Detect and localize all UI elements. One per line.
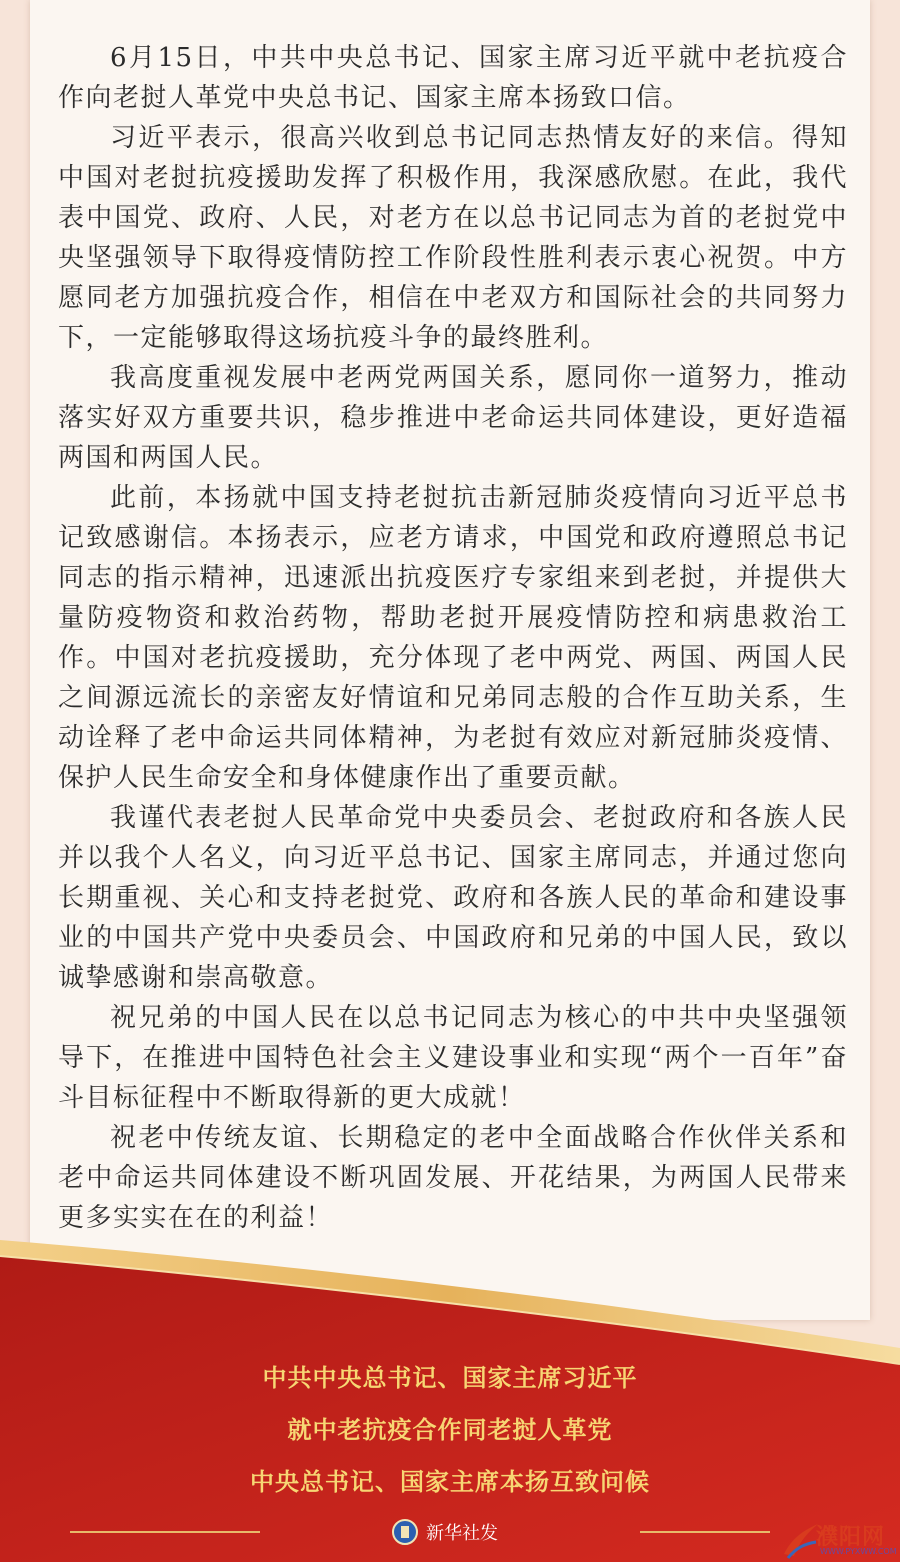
site-watermark xyxy=(780,1518,896,1560)
letter-paragraph: 我高度重视发展中老两党两国关系，愿同你一道努力，推动落实好双方重要共识，稳步推进中老命运共同体建设，更好造福两国和两国人民。 xyxy=(58,363,848,473)
letter-paragraph: 我谨代表老挝人民革命党中央委员会、老挝政府和各族人民并以我个人名义，向习近平总书记、国家主席同志，并通过您向长期重视、关心和支持老挝党、政府和各族人民的革命和建设事业的中国共产党中央委员会、中国政府和兄弟的中国人民，致以诚挚感谢和崇高敬意。 xyxy=(58,803,848,993)
headline-line: 就中老抗疫合作同老挝人革党 xyxy=(287,1416,613,1444)
letter-paragraph: 6月15日，中共中央总书记、国家主席习近平就中老抗疫合作向老挝人革党中央总书记、国家主席本扬致口信。 xyxy=(58,43,848,113)
footer-divider-left xyxy=(70,1531,260,1533)
letter-paragraph: 祝兄弟的中国人民在以总书记同志为核心的中共中央坚强领导下，在推进中国特色社会主义建设事业和实现“两个一百年”奋斗目标征程中不断取得新的更大成就！ xyxy=(58,1003,848,1113)
letter-paragraph: 此前，本扬就中国支持老挝抗击新冠肺炎疫情向习近平总书记致感谢信。本扬表示，应老方请求，中国党和政府遵照总书记同志的指示精神，迅速派出抗疫医疗专家组来到老挝，并提供大量防疫物资和救治药物，帮助老挝开展疫情防控和病患救治工作。中国对老抗疫援助，充分体现了老中两党、两国、两国人民之间源远流长的亲密友好情谊和兄弟同志般的合作互助关系，生动诠释了老中命运共同体精神，为老挝有效应对新冠肺炎疫情、保护人民生命安全和身体健康作出了重要贡献。 xyxy=(58,483,848,793)
headline-line: 中共中央总书记、国家主席习近平 xyxy=(262,1364,638,1392)
watermark-url: WWW.PYXWW.COM xyxy=(820,1547,897,1556)
letter-body xyxy=(58,38,848,1238)
banner-headline xyxy=(0,1352,900,1508)
agency-name: 新华社发 xyxy=(426,1523,498,1544)
headline-line: 中央总书记、国家主席本扬互致问候 xyxy=(250,1468,650,1496)
watermark-name: 濮阳网 xyxy=(816,1525,886,1550)
xinhua-logo-icon xyxy=(392,1519,418,1545)
agency-credit xyxy=(392,1516,498,1548)
watermark-swoosh-icon xyxy=(780,1518,820,1560)
letter-paragraph: 祝老中传统友谊、长期稳定的老中全面战略合作伙伴关系和老中命运共同体建设不断巩固发展、开花结果，为两国人民带来更多实实在在的利益！ xyxy=(58,1123,848,1233)
footer-divider-right xyxy=(640,1531,770,1533)
letter-paragraph: 习近平表示，很高兴收到总书记同志热情友好的来信。得知中国对老挝抗疫援助发挥了积极作用，我深感欣慰。在此，我代表中国党、政府、人民，对老方在以总书记同志为首的老挝党中央坚强领导下取得疫情防控工作阶段性胜利表示衷心祝贺。中方愿同老方加强抗疫合作，相信在中老双方和国际社会的共同努力下，一定能够取得这场抗疫斗争的最终胜利。 xyxy=(58,123,848,353)
